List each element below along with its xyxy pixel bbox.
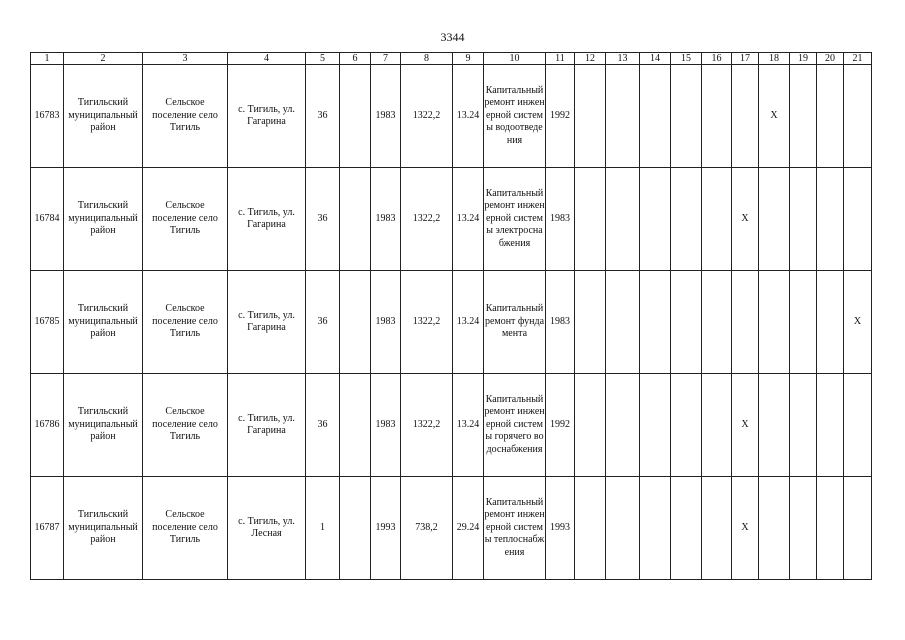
- settlement-cell: Сельское поселение село Тигиль: [143, 374, 228, 477]
- mark-cell-col-12: [575, 477, 606, 580]
- mark-cell-col-18: [759, 374, 790, 477]
- mark-cell-col-12: [575, 168, 606, 271]
- year-built-cell: 1983: [371, 271, 401, 374]
- column-header: 10: [484, 53, 546, 65]
- mark-cell-col-21: [844, 374, 872, 477]
- mark-cell-col-13: [606, 271, 640, 374]
- column-header: 21: [844, 53, 872, 65]
- district-cell: Тигильский муниципальный район: [64, 65, 143, 168]
- registry-table: [30, 52, 872, 580]
- column-header: 15: [671, 53, 702, 65]
- district-cell: Тигильский муниципальный район: [64, 271, 143, 374]
- table-row: [31, 168, 872, 271]
- header-row: [31, 53, 872, 65]
- district-cell: Тигильский муниципальный район: [64, 477, 143, 580]
- address-cell: с. Тигиль, ул. Гагарина: [228, 374, 306, 477]
- mark-cell-col-15: [671, 374, 702, 477]
- mark-cell-col-15: [671, 477, 702, 580]
- column-header: 17: [732, 53, 759, 65]
- mark-cell-col-16: [702, 271, 732, 374]
- mark-cell-col-13: [606, 477, 640, 580]
- work-type-cell: Капитальный ремонт инженерной системы теплоснабжения: [484, 477, 546, 580]
- column-6-cell: [340, 271, 371, 374]
- work-type-cell: Капитальный ремонт инженерной системы горячего водоснабжения: [484, 374, 546, 477]
- column-header: 14: [640, 53, 671, 65]
- record-id-cell: 16785: [31, 271, 64, 374]
- column-6-cell: [340, 65, 371, 168]
- record-id-cell: 16786: [31, 374, 64, 477]
- mark-cell-col-17: X: [732, 374, 759, 477]
- mark-cell-col-21: [844, 477, 872, 580]
- area-cell: 1322,2: [401, 65, 453, 168]
- settlement-cell: Сельское поселение село Тигиль: [143, 168, 228, 271]
- mark-cell-col-18: [759, 477, 790, 580]
- column-11-cell: 1992: [546, 65, 575, 168]
- column-11-cell: 1983: [546, 168, 575, 271]
- district-cell: Тигильский муниципальный район: [64, 374, 143, 477]
- mark-cell-col-21: [844, 168, 872, 271]
- year-built-cell: 1983: [371, 65, 401, 168]
- column-11-cell: 1983: [546, 271, 575, 374]
- mark-cell-col-19: [790, 374, 817, 477]
- mark-cell-col-16: [702, 374, 732, 477]
- settlement-cell: Сельское поселение село Тигиль: [143, 477, 228, 580]
- mark-cell-col-20: [817, 271, 844, 374]
- record-id-cell: 16784: [31, 168, 64, 271]
- column-header: 18: [759, 53, 790, 65]
- mark-cell-col-19: [790, 168, 817, 271]
- work-type-cell: Капитальный ремонт фундамента: [484, 271, 546, 374]
- mark-cell-col-15: [671, 271, 702, 374]
- column-header: 11: [546, 53, 575, 65]
- column-header: 2: [64, 53, 143, 65]
- column-5-cell: 36: [306, 65, 340, 168]
- table-row: [31, 65, 872, 168]
- work-type-cell: Капитальный ремонт инженерной системы электроснабжения: [484, 168, 546, 271]
- mark-cell-col-16: [702, 168, 732, 271]
- address-cell: с. Тигиль, ул. Гагарина: [228, 65, 306, 168]
- mark-cell-col-19: [790, 65, 817, 168]
- column-6-cell: [340, 374, 371, 477]
- column-header: 13: [606, 53, 640, 65]
- column-11-cell: 1992: [546, 374, 575, 477]
- mark-cell-col-14: [640, 271, 671, 374]
- column-5-cell: 36: [306, 374, 340, 477]
- address-cell: с. Тигиль, ул. Гагарина: [228, 271, 306, 374]
- mark-cell-col-21: [844, 65, 872, 168]
- record-id-cell: 16787: [31, 477, 64, 580]
- table-row: [31, 374, 872, 477]
- mark-cell-col-13: [606, 168, 640, 271]
- area-cell: 738,2: [401, 477, 453, 580]
- work-type-cell: Капитальный ремонт инженерной системы водоотведения: [484, 65, 546, 168]
- year-built-cell: 1993: [371, 477, 401, 580]
- column-header: 12: [575, 53, 606, 65]
- column-header: 9: [453, 53, 484, 65]
- column-header: 5: [306, 53, 340, 65]
- column-header: 1: [31, 53, 64, 65]
- area-cell: 1322,2: [401, 271, 453, 374]
- area-cell: 1322,2: [401, 374, 453, 477]
- record-id-cell: 16783: [31, 65, 64, 168]
- column-9-cell: 13.24: [453, 271, 484, 374]
- column-6-cell: [340, 168, 371, 271]
- column-header: 19: [790, 53, 817, 65]
- mark-cell-col-16: [702, 477, 732, 580]
- mark-cell-col-17: [732, 271, 759, 374]
- mark-cell-col-14: [640, 168, 671, 271]
- mark-cell-col-13: [606, 65, 640, 168]
- column-header: 16: [702, 53, 732, 65]
- mark-cell-col-13: [606, 374, 640, 477]
- settlement-cell: Сельское поселение село Тигиль: [143, 271, 228, 374]
- column-header: 3: [143, 53, 228, 65]
- mark-cell-col-14: [640, 374, 671, 477]
- mark-cell-col-18: [759, 168, 790, 271]
- column-6-cell: [340, 477, 371, 580]
- column-header: 20: [817, 53, 844, 65]
- mark-cell-col-20: [817, 168, 844, 271]
- mark-cell-col-12: [575, 65, 606, 168]
- column-header: 6: [340, 53, 371, 65]
- mark-cell-col-17: [732, 65, 759, 168]
- mark-cell-col-20: [817, 374, 844, 477]
- mark-cell-col-12: [575, 374, 606, 477]
- column-11-cell: 1993: [546, 477, 575, 580]
- mark-cell-col-18: [759, 271, 790, 374]
- mark-cell-col-15: [671, 65, 702, 168]
- mark-cell-col-14: [640, 477, 671, 580]
- mark-cell-col-12: [575, 271, 606, 374]
- area-cell: 1322,2: [401, 168, 453, 271]
- column-5-cell: 1: [306, 477, 340, 580]
- mark-cell-col-17: X: [732, 168, 759, 271]
- year-built-cell: 1983: [371, 374, 401, 477]
- column-header: 4: [228, 53, 306, 65]
- mark-cell-col-18: X: [759, 65, 790, 168]
- address-cell: с. Тигиль, ул. Лесная: [228, 477, 306, 580]
- mark-cell-col-19: [790, 271, 817, 374]
- table-row: [31, 477, 872, 580]
- mark-cell-col-20: [817, 65, 844, 168]
- year-built-cell: 1983: [371, 168, 401, 271]
- page-number: 3344: [440, 30, 465, 44]
- column-header: 7: [371, 53, 401, 65]
- column-5-cell: 36: [306, 168, 340, 271]
- column-header: 8: [401, 53, 453, 65]
- mark-cell-col-19: [790, 477, 817, 580]
- column-9-cell: 13.24: [453, 168, 484, 271]
- table-row: [31, 271, 872, 374]
- column-9-cell: 13.24: [453, 374, 484, 477]
- column-5-cell: 36: [306, 271, 340, 374]
- mark-cell-col-21: X: [844, 271, 872, 374]
- district-cell: Тигильский муниципальный район: [64, 168, 143, 271]
- settlement-cell: Сельское поселение село Тигиль: [143, 65, 228, 168]
- column-9-cell: 29.24: [453, 477, 484, 580]
- address-cell: с. Тигиль, ул. Гагарина: [228, 168, 306, 271]
- mark-cell-col-15: [671, 168, 702, 271]
- column-9-cell: 13.24: [453, 65, 484, 168]
- mark-cell-col-14: [640, 65, 671, 168]
- mark-cell-col-20: [817, 477, 844, 580]
- mark-cell-col-17: X: [732, 477, 759, 580]
- mark-cell-col-16: [702, 65, 732, 168]
